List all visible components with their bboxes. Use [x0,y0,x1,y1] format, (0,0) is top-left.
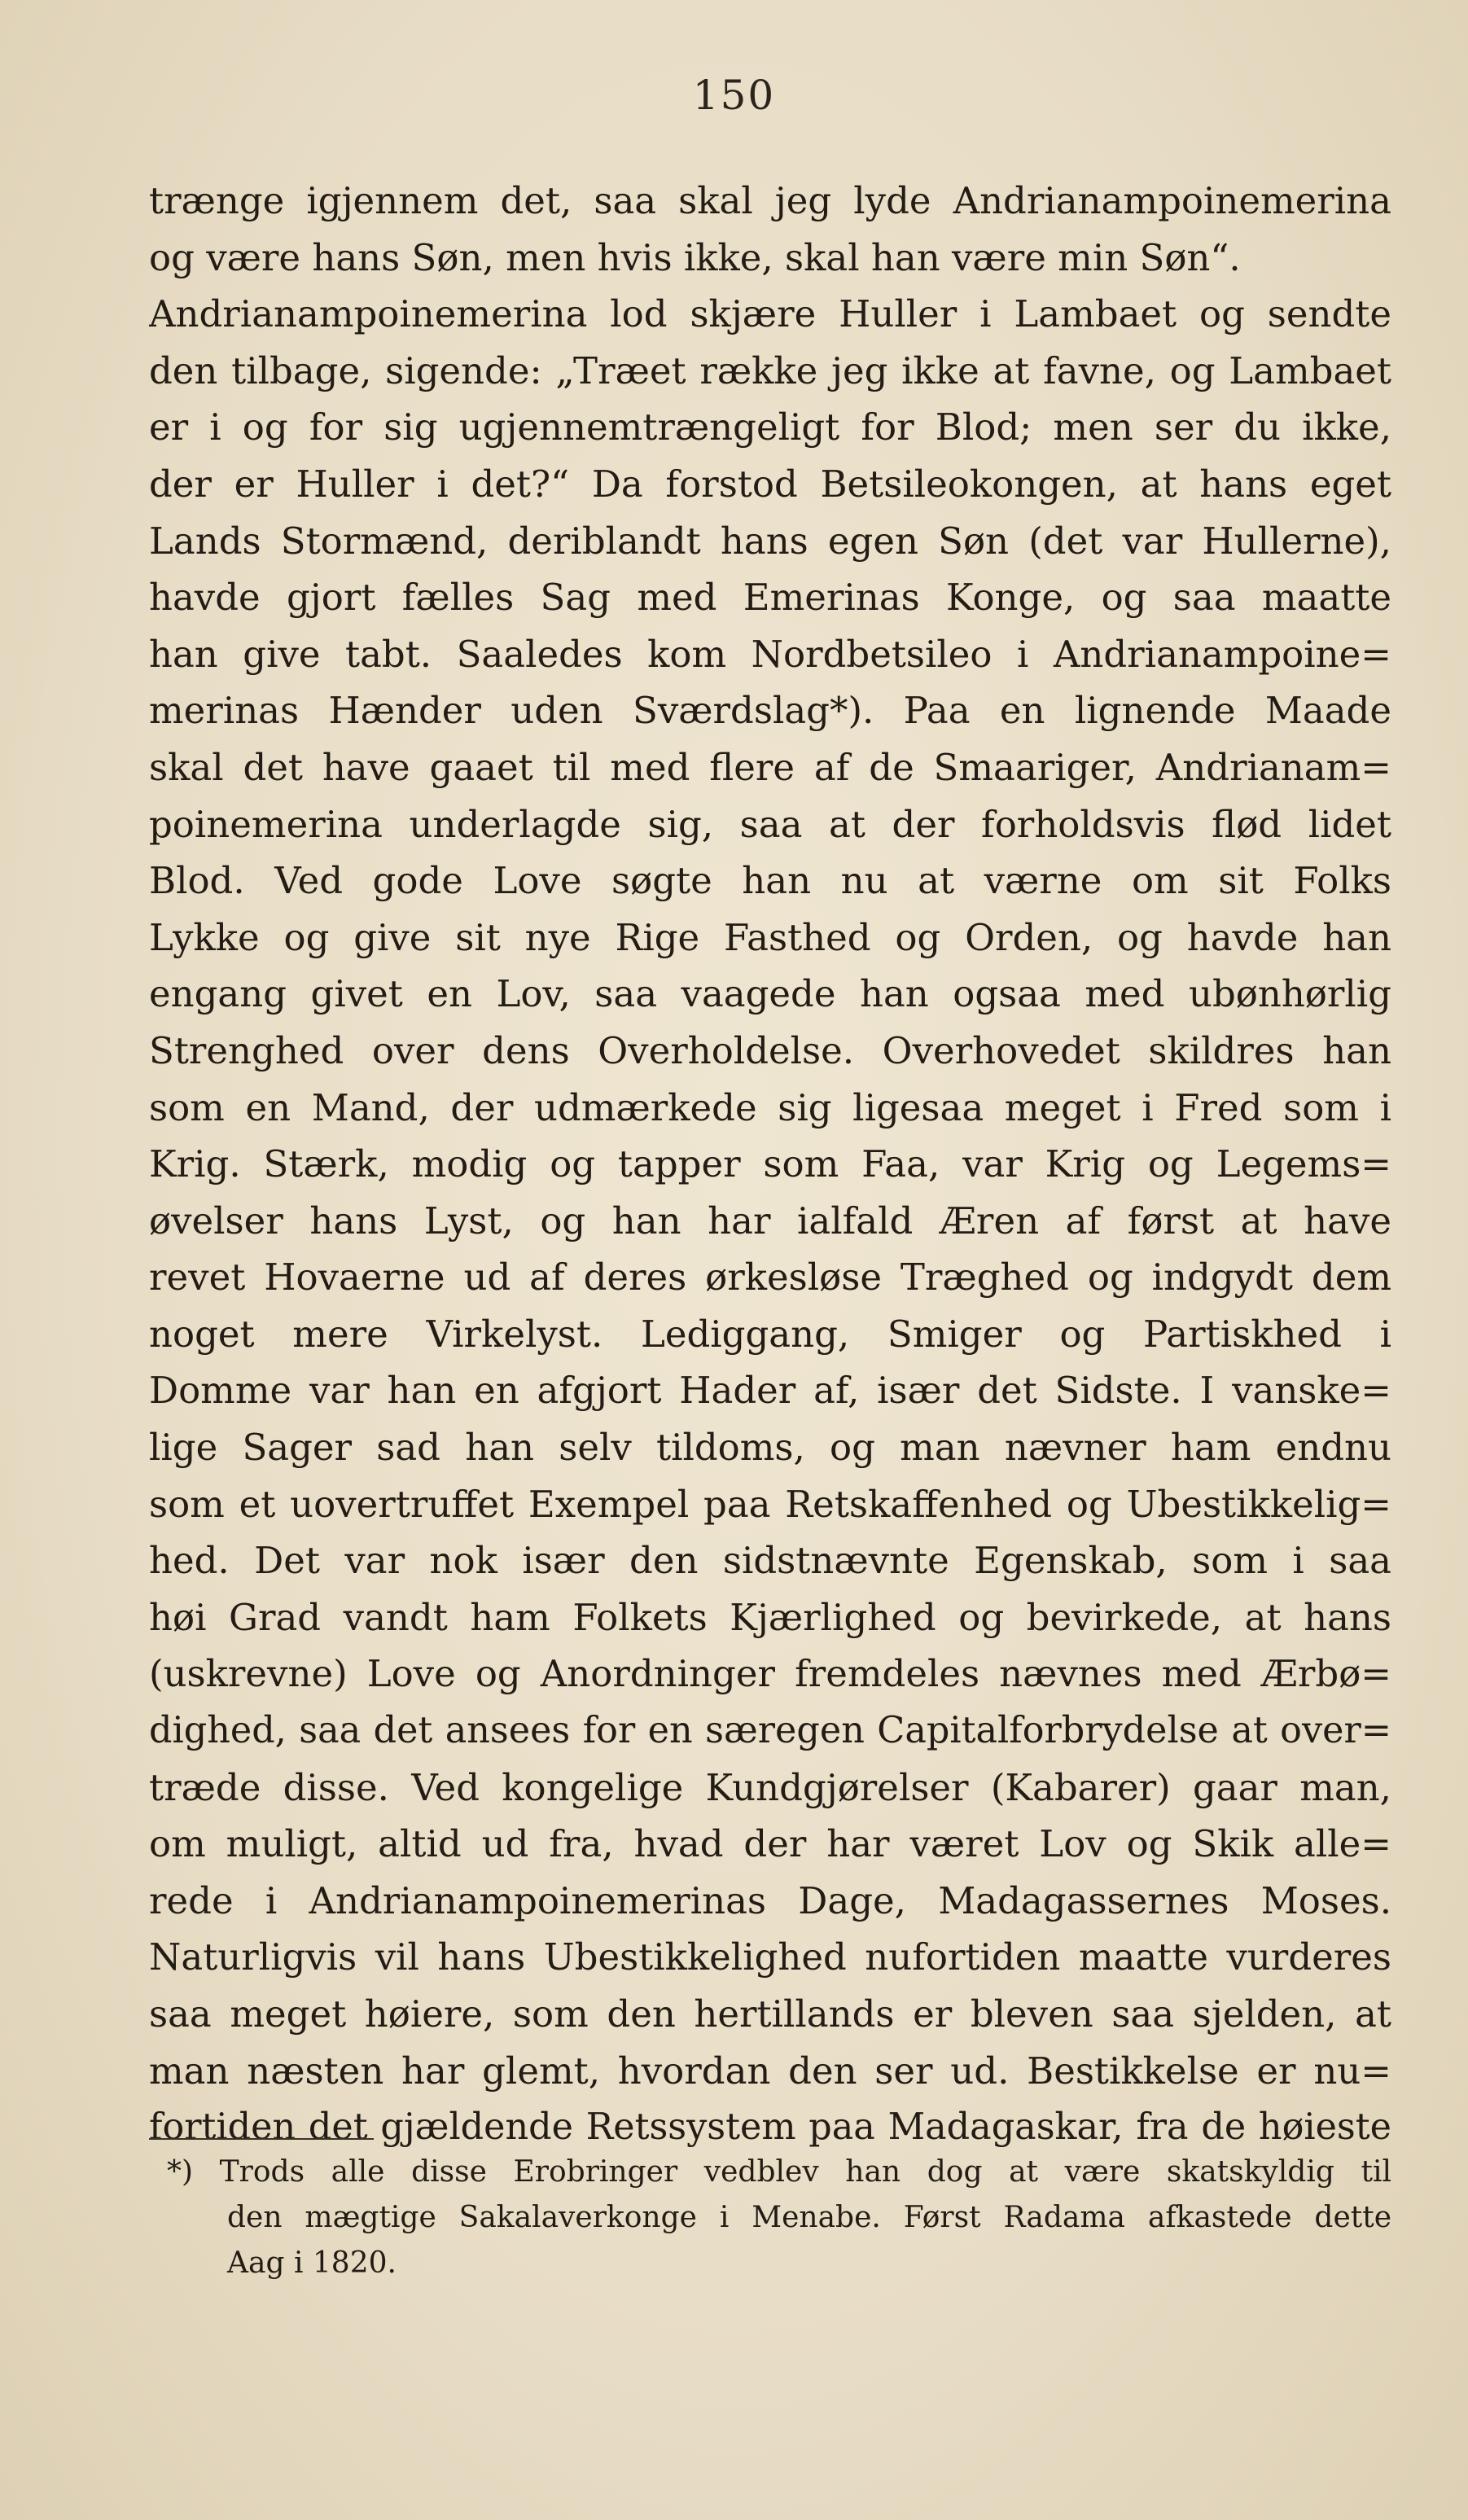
text-line: revet Hovaerne ud af deres ørkesløse Træghed og indgydt dem [149,1256,1391,1299]
text-line: Lands Stormænd, deriblandt hans egen Søn (det var Hullerne), [149,519,1391,563]
text-line: Domme var han en afgjort Hader af, især det Sidste. I vanske= [149,1369,1391,1413]
text-line: som en Mand, der udmærkede sig ligesaa meget i Fred som i [149,1085,1391,1129]
text-line: Blod. Ved gode Love søgte han nu at værne om sit Folks [149,859,1391,903]
text-line: hed. Det var nok især den sidstnævnte Egenskab, som i saa [149,1539,1391,1583]
footnote [167,2150,1391,2286]
text-line: saa meget høiere, som den hertillands er bleven saa sjelden, at [149,1992,1391,2036]
text-line: man næsten har glemt, hvordan den ser ud. Bestikkelse er nu= [149,2049,1391,2093]
footnote-line: Aag i 1820. [227,2246,397,2280]
text-line: (uskrevne) Love og Anordninger fremdeles nævnes med Ærbø= [149,1652,1391,1696]
text-line: Naturligvis vil hans Ubestikkelighed nufortiden maatte vurderes [149,1935,1391,1979]
text-line: om muligt, altid ud fra, hvad der har været Lov og Skik alle= [149,1822,1391,1866]
text-line: skal det have gaaet til med flere af de Smaariger, Andrianam= [149,745,1391,789]
text-line: merinas Hænder uden Sværdslag*). Paa en lignende Maade [149,689,1391,733]
text-line: Andrianampoinemerina lod skjære Huller i Lambaet og sendte [149,292,1391,336]
text-line: han give tabt. Saaledes kom Nordbetsileo i Andrianampoine= [149,632,1391,676]
text-line: noget mere Virkelyst. Lediggang, Smiger og Partiskhed i [149,1312,1391,1356]
text-line: som et uovertruffet Exempel paa Retskaffenhed og Ubestikkelig= [149,1482,1391,1526]
text-line: engang givet en Lov, saa vaagede han ogsaa med ubønhørlig [149,972,1391,1016]
text-line: lige Sager sad han selv tildoms, og man nævner ham endnu [149,1426,1391,1470]
text-line: er i og for sig ugjennemtrængeligt for Blod; men ser du ikke, [149,405,1391,449]
text-line: rede i Andrianampoinemerinas Dage, Madagassernes Moses. [149,1878,1391,1922]
text-line: den tilbage, sigende: „Træet række jeg ikke at favne, og Lambaet [149,348,1391,392]
footnote-line: *) Trods alle disse Erobringer vedblev han dog at være skatskyldig til [167,2155,1391,2189]
text-line: trænge igjennem det, saa skal jeg lyde Andrianampoinemerina [149,179,1391,222]
text-line: fortiden det gjældende Retssystem paa Madagaskar, fra de høieste [149,2106,1391,2149]
footnote-divider [149,2138,374,2140]
body-text [149,173,1391,2156]
text-line: havde gjort fælles Sag med Emerinas Konge, og saa maatte [149,576,1391,620]
text-line: Lykke og give sit nye Rige Fasthed og Orden, og havde han [149,915,1391,959]
text-line: Krig. Stærk, modig og tapper som Faa, var Krig og Legems= [149,1142,1391,1186]
text-line: der er Huller i det?“ Da forstod Betsileokongen, at hans eget [149,462,1391,506]
page-number: 150 [692,72,776,119]
footnote-line: den mægtige Sakalaverkonge i Menabe. Først Radama afkastede dette [227,2201,1391,2234]
text-line: Strenghed over dens Overholdelse. Overhovedet skildres han [149,1028,1391,1072]
text-line: og være hans Søn, men hvis ikke, skal han være min Søn“. [149,235,1241,279]
text-line: poinemerina underlagde sig, saa at der forholdsvis flød lidet [149,802,1391,846]
text-line: træde disse. Ved kongelige Kundgjørelser (Kabarer) gaar man, [149,1765,1391,1809]
text-line: dighed, saa det ansees for en særegen Capitalforbrydelse at over= [149,1710,1391,1752]
text-line: øvelser hans Lyst, og han har ialfald Æren af først at have [149,1199,1391,1242]
text-line: høi Grad vandt ham Folkets Kjærlighed og bevirkede, at hans [149,1595,1391,1639]
